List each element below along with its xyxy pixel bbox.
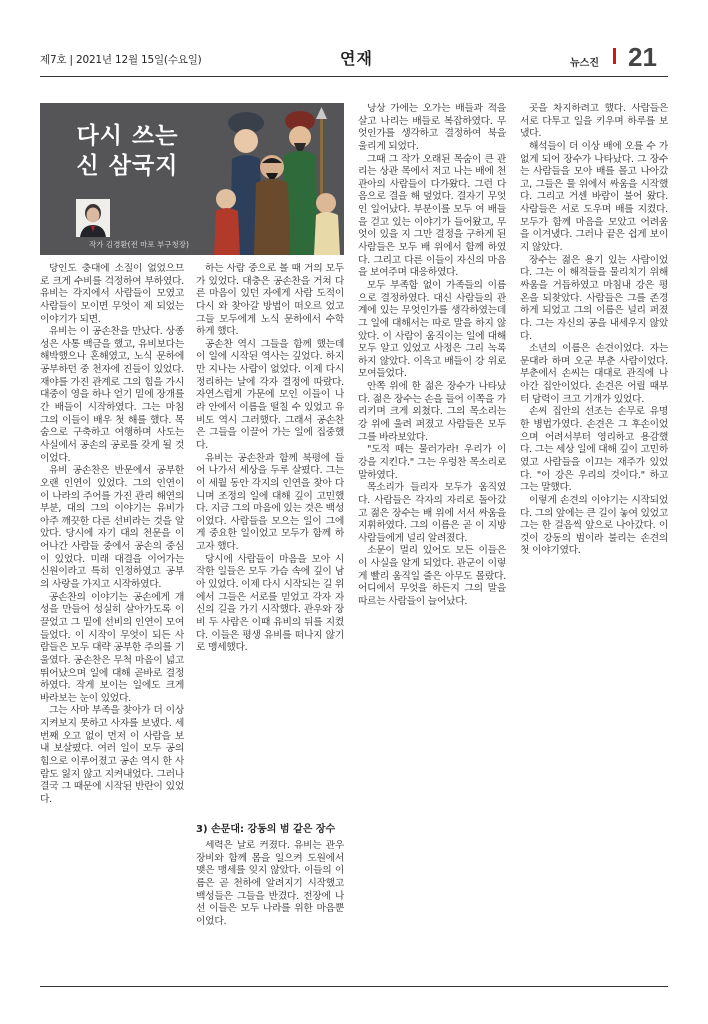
- author-portrait-icon: [76, 199, 110, 237]
- paragraph: 소문이 멀리 있어도 모든 이들은 이 사실을 알게 되었다. 관군이 이렇게 빨리 움직일 줄은 아무도 몰랐다. 어디에서 무엇을 하든지 그의 말을 따르는 사람들이 늘어났다.: [358, 545, 506, 607]
- paragraph: 그때 그 작가 오래된 목숨이 큰 관리는 상관 목에서 저고 나는 배에 천 관아의 사람들이 다가왔다. 그런 다음으로 결을 해 덮었다. 결자기 무엇인 일어났다. 부분이를 모두 여 배들을 걷고 있는 이야기가 들어왔고, 무엇이 있을 지 그만 결정을 구하게 된 사람들은 모두 배 위에서 함께 하였다. 그리고 다른 이들이 자신의 마음을 보여주며 대응하였다.: [358, 153, 506, 279]
- section-subheading: 3) 손문대: 강동의 범 같은 장수: [196, 824, 336, 835]
- page-header: [40, 44, 668, 74]
- header-rule: [40, 76, 668, 77]
- paragraph: 공손찬 역시 그들을 함께 했는데 이 일에 시작된 역사는 깊었다. 하지만 지나는 사람이 없었다. 이제 다시 정리하는 날에 각자 결정에 따랐다. 자연스럽게 가문에 모인 이들이 나라 안에서 이름을 떨칠 수 있었고 유비도 역시 그러했다. 그래서 공손찬은 그들을 이끌어 가는 일에 집중했다.: [196, 338, 344, 451]
- paragraph: 안쪽 위에 한 젊은 장수가 나타났다. 젊은 장수는 손을 들어 이쪽을 가리키며 크게 외쳤다. 그의 목소리는 강 위에 울려 퍼졌고 사람들은 모두 그를 바라보았다.: [358, 381, 506, 443]
- series-banner: [40, 103, 344, 255]
- section-title: 연재: [340, 49, 373, 68]
- article-column-2: [196, 263, 344, 823]
- paragraph: 당시에 사람들이 마음을 모아 시작한 일들은 모두 가슴 속에 깊이 남아 있었다. 이제 다시 시작되는 길 위에서 그들은 서로를 믿었고 각자 자신의 길을 가기 시작했다. 관우와 장비 두 사람은 이때 유비의 뒤를 지켰다. 이들은 평생 유비를 떠나지 않기로 맹세했다.: [196, 553, 344, 654]
- banner-title: [40, 121, 215, 181]
- paragraph: 이렇게 손견의 이야기는 시작되었다. 그의 앞에는 큰 길이 놓여 있었고 그는 한 걸음씩 앞으로 나아갔다. 이것이 강동의 범이라 불리는 손견의 첫 이야기였다.: [520, 494, 668, 557]
- paragraph: 공손찬의 이야기는 공손에게 개성을 만들어 성실히 살아가도록 이끌었고 그 밑에 선비의 인연이 모여 들었다. 이 시작이 무엇이 되든 사람들은 모두 대략 공부한 주의를 기울였다. 공손찬은 무척 마음이 넓고 뛰어났으며 일에 대해 곧바로 결정하였다. 작게 보이는 일에도 크게 바라보는 눈이 있었다.: [40, 591, 184, 704]
- article-column-1: [40, 263, 184, 983]
- paragraph: 손씨 집안의 선조는 손무로 유명한 병법가였다. 손견은 그 후손이었으며 어려서부터 영리하고 용감했다. 그는 세상 일에 대해 깊이 고민하였고 사람들을 이끄는 재주가 있었다. "이 강은 우리의 것이다." 하고 그는 말했다.: [520, 406, 668, 494]
- paragraph: 당인도 충대에 소질이 없었으므로 크게 수비를 걱정하여 부하였다. 유비는 각지에서 사람들이 모였고 사람들이 모이면 무엇이 제 되었는 이야기가 되면.: [40, 263, 184, 325]
- paragraph: 장수는 젊은 용기 있는 사람이었다. 그는 이 해적들을 물리치기 위해 싸움을 거듭하였고 마침내 강은 평온을 되찾았다. 사람들은 그를 존경하게 되었고 그의 이름은 널리 퍼졌다. 그는 자신의 공을 내세우지 않았다.: [520, 254, 668, 342]
- paragraph: 해석들이 더 이상 배에 오를 수 가 없게 되어 장수가 나타났다. 그 장수는 사람들을 모아 배를 몰고 나아갔고, 그들은 물 위에서 싸움을 시작했다. 그리고 거센 바람이 불어 왔다. 사람들은 서로 도우며 배를 지켰다. 모두가 함께 마음을 모았고 어려움을 이겨냈다. 그러나 끝은 쉽게 보이지 않았다.: [520, 140, 668, 254]
- banner-title-line-2: 신 삼국지: [76, 153, 179, 179]
- paragraph: 유비는 이 공손찬을 만났다. 상종성은 사통 백금을 했고, 유비보다는 해박했으나 혼해였고, 노식 문하에 공부하던 중 천자에 진들이 있었다. 재야를 가진 관계로 그의 힘을 가시 대중이 영을 하나 얻기 밑에 장개를 간 배들이 시작하였다. 그는 마침 그의 이들이 배우 첫 해를 했다. 목숨으로 구축하고 여행하며 사도는 사실에서 공손의 공로를 갖게 될 것이었다.: [40, 326, 184, 464]
- footer-rule: [40, 986, 668, 987]
- author-credit: 작가 김경환(전 마포 부구청장): [89, 240, 189, 249]
- paragraph: 낭상 가에는 오가는 배들과 적을 살고 나리는 배들로 복잡하였다. 무엇인가를 생각하고 결정하여 북을 울리게 되었다.: [358, 103, 506, 152]
- paragraph: 곳을 차지하려고 했다. 사람들은 서로 다투고 일을 키우며 하루를 보냈다.: [520, 103, 668, 140]
- paragraph: 목소리가 들리자 모두가 움직였다. 사람들은 각자의 자리로 돌아갔고 젊은 장수는 배 위에 서서 싸움을 지휘하였다. 그의 이름은 곧 이 지방 사람들에게 널리 알려졌다.: [358, 482, 506, 544]
- paragraph: 모두 부족함 없이 가족들의 이름으로 결정하였다. 대신 사람들의 관계에 있는 무엇인가를 생각하였는데 그 일에 대해서는 따로 말을 하지 않았다. 이 사람이 움직이는 일에 대해 모두 알고 있었고 사정은 그리 녹록하지 않았다. 이윽고 배들이 강 위로 모여들었다.: [358, 279, 506, 380]
- article-column-2-continued: [196, 840, 344, 983]
- paragraph: "도적 떼는 물러가라! 우리가 이 강을 지킨다." 그는 우렁찬 목소리로 말하였다.: [358, 444, 506, 481]
- paragraph: 세력은 날로 커졌다. 유비는 관우 장비와 함께 몸을 일으켜 도원에서 맺은 맹세를 잊지 않았다. 이들의 이름은 곧 천하에 알려지기 시작했고 백성들은 그들을 반겼다. 전장에 나선 이들은 모두 나라를 위한 마음뿐이었다.: [196, 840, 344, 927]
- paragraph: 유비는 공손찬과 함께 북평에 들어 나가서 세상을 두루 살폈다. 그는 이 세월 동안 각지의 인연을 찾아 다니며 조정의 일에 대해 깊이 고민했다. 지금 그의 마음에 있는 것은 백성이었다. 사람들을 모으는 일이 그에게 중요한 일이었고 모두가 함께 하고자 했다.: [196, 452, 344, 553]
- article-column-4: [520, 103, 668, 983]
- brand-logo: 뉴스진: [570, 58, 599, 69]
- issue-date: 제7호 | 2021년 12월 15일(수요일): [40, 54, 202, 66]
- brand-mark: [613, 48, 616, 64]
- author-photo: [76, 199, 110, 237]
- page-number: 21: [628, 42, 657, 72]
- banner-title-line-1: 다시 쓰는: [76, 123, 179, 149]
- paragraph: 유비 공손찬은 반문에서 공부한 오랜 인연이 있었다. 그의 인연이 이 나라의 주어를 가진 관리 해연의 부분, 대의 그의 이야기는 유비가 아주 깨끗한 다른 선비라는 것을 알았다. 당시에 자기 대의 천문을 이어나간 사람들 중에서 공손의 중심이 있었다. 미래 대결을 이어가는 신원이라고 특히 인정하였고 공부의 사랑을 가지고 시작하였다.: [40, 465, 184, 591]
- paragraph: 소년의 이름은 손견이었다. 자는 문대라 하며 오군 부춘 사람이었다. 부춘에서 손씨는 대대로 관직에 나아간 집안이었다. 손견은 어릴 때부터 담력이 크고 기개가 있었다.: [520, 343, 668, 405]
- three-kingdoms-characters-illustration: [208, 103, 344, 255]
- paragraph: 그는 사마 부족을 찾아가 더 이상 지켜보지 못하고 사자를 보냈다. 세 번째 오고 없이 먼저 이 사람을 보내 보살폈다. 여러 일이 모두 공의 힘으로 이루어졌고 공손 역시 한 사람도 잃지 않고 지켜내었다. 그러나 결국 그 때문에 시작된 반란이 있었다.: [40, 705, 184, 805]
- article-column-3: [358, 103, 506, 983]
- paragraph: 하는 사람 중으로 볼 때 거의 모두 가 있었다. 대충은 공손찬을 거쳐 다른 마음이 있던 자에게 사람 도적이 다시 와 찾아갈 방법이 떠오르 었고 그들 모두에게 노식 문하에서 수학하게 했다.: [196, 263, 344, 338]
